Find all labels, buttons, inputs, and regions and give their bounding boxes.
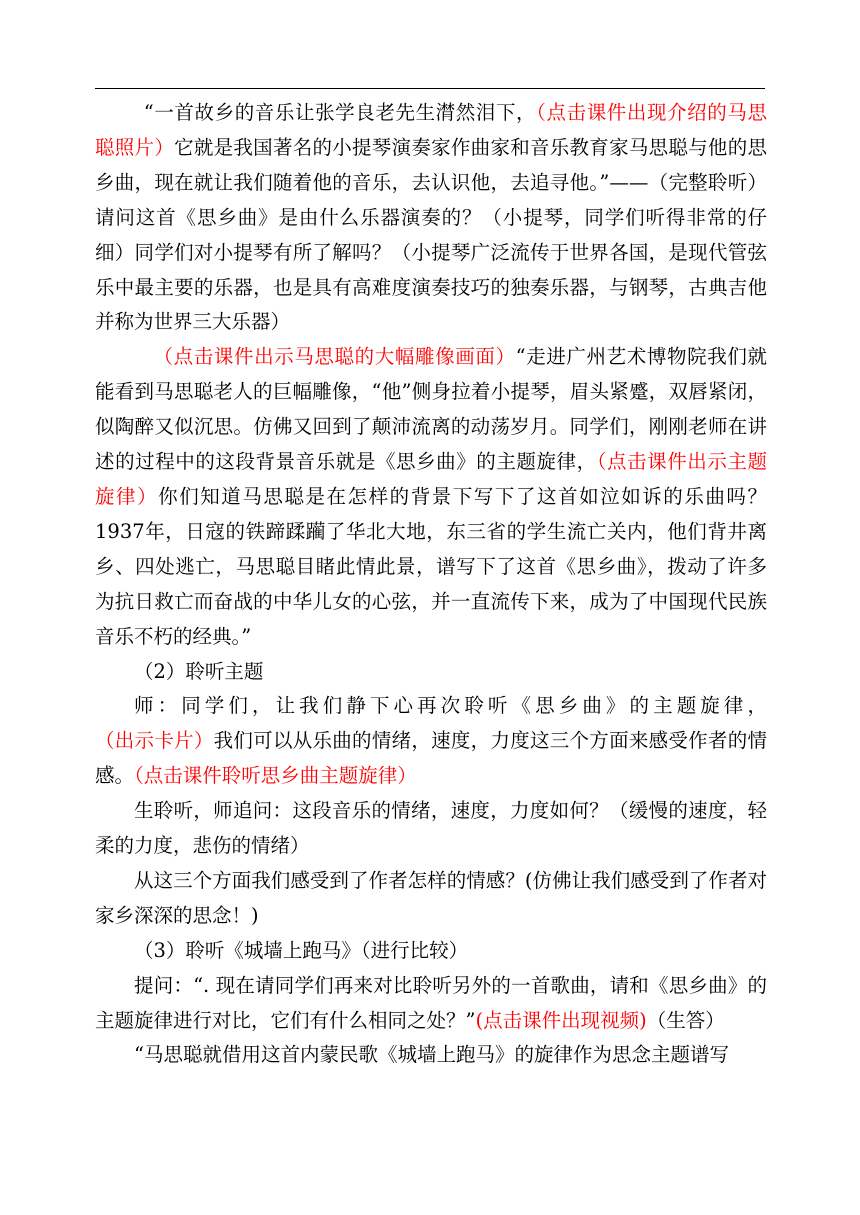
text-span: 我们可以从乐曲的情绪，速度，力度这三个方面来感受作者的情感。: [95, 729, 767, 788]
paragraph-intro: [95, 96, 767, 340]
section-heading-3: （3）聆听《城墙上跑马》（进行比较）: [134, 938, 469, 962]
text-span: （生答）: [646, 1008, 725, 1032]
paragraph-question: [95, 969, 767, 1039]
document-body: [95, 96, 767, 1073]
courseware-note: （点击课件出示主题旋律）: [95, 450, 767, 508]
section-heading-2: （2）聆听主题: [134, 659, 264, 683]
courseware-note: （点击课件聆听思乡曲主题旋律）: [134, 764, 417, 788]
text-span: 它就是我国著名的小提琴演奏家作曲家和音乐教育家马思聪与他的思乡曲，现在就让我们随着他的音乐，去认识他，去追寻他。”——（完整聆听）请问这首《思乡曲》是由什么乐器演奏的？（小提琴，同学们听得非常的仔细）同学们对小提琴有所了解吗？（小提琴广泛流传于世界各国，是现代管弦乐中最主要的乐器，也是具有高难度演奏技巧的独奏乐器，与钢琴，古典吉他并称为世界三大乐器）: [95, 135, 767, 334]
courseware-note: （出示卡片）: [95, 729, 214, 753]
courseware-note: (点击课件出现视频): [475, 1008, 647, 1032]
paragraph-statue: [95, 340, 767, 654]
paragraph-emotion: 从这三个方面我们感受到了作者怎样的情感？(仿佛让我们感受到了作者对家乡深深的思念！): [95, 868, 767, 927]
text-span: “走进广州艺术博物院我们就能看到马思聪老人的巨幅雕像，“他”侧身拉着小提琴，眉头紧蹙，双唇紧闭，似陶醉又似沉思。仿佛又回到了颠沛流离的动荡岁月。同学们，刚刚老师在讲述的过程中的这段背景音乐就是《思乡曲》的主题旋律，: [95, 345, 767, 474]
text-span: “一首故乡的音乐让张学良老先生潸然泪下，: [143, 101, 537, 124]
courseware-note: （点击课件出示马思聪的大幅雕像画面）: [153, 345, 516, 369]
courseware-note: （点击课件出现介绍的马思聪照片）: [95, 101, 767, 159]
text-span: 你们知道马思聪是在怎样的背景下写下了这首如泣如诉的乐曲吗？1937年，日寇的铁蹄蹂躏了华北大地，东三省的学生流亡关内，他们背井离乡、四处逃亡，马思聪目睹此情此景，谱写下了这首《思乡曲》，拨动了许多为抗日救亡而奋战的中华儿女的心弦，并一直流传下来，成为了中国现代民族音乐不朽的经典。”: [95, 484, 767, 648]
text-span: 提问：“. 现在请同学们再来对比聆听另外的一首歌曲，请和《思乡曲》的主题旋律进行对比，它们有什么相同之处？”: [95, 973, 767, 1032]
text-span: 师：同学们，让我们静下心再次聆听《思乡曲》的主题旋律，: [134, 694, 767, 718]
header-rule: [95, 88, 765, 89]
paragraph-student-listen: 生聆听，师追问：这段音乐的情绪，速度，力度如何？（缓慢的速度，轻柔的力度，悲伤的情绪）: [95, 799, 767, 858]
paragraph-conclusion: “马思聪就借用这首内蒙民歌《城墙上跑马》的旋律作为思念主题谱写: [134, 1043, 729, 1067]
paragraph-teacher-theme: [95, 689, 767, 794]
